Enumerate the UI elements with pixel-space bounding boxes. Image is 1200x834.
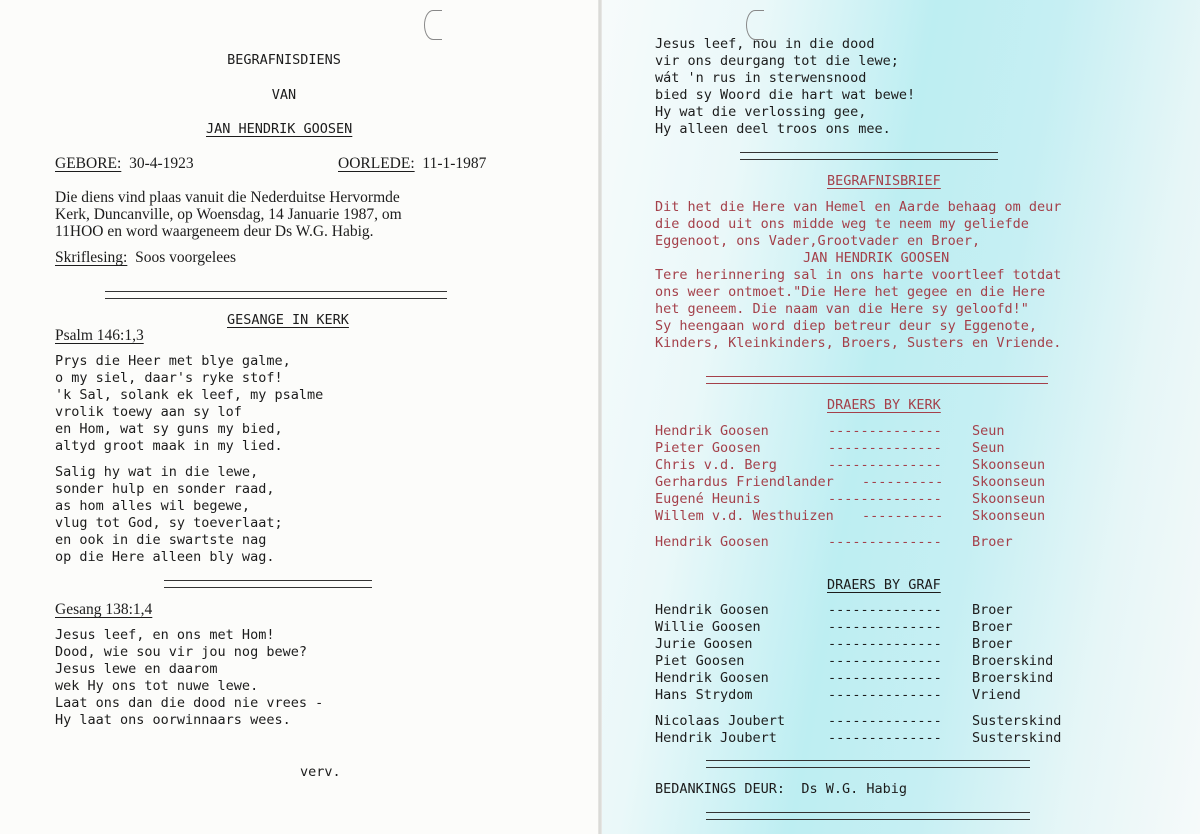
verse-line: en Hom, wat sy guns my bied, xyxy=(55,421,283,437)
divider xyxy=(740,152,998,160)
verse-line: bied sy Woord die hart wat bewe! xyxy=(655,87,916,103)
bearer-relation: Skoonseun xyxy=(972,457,1046,473)
verse-line: op die Here alleen bly wag. xyxy=(55,549,275,565)
letter-line: die dood uit ons midde weg te neem my geliefde xyxy=(655,216,1029,232)
bearer-relation: Broer xyxy=(972,636,1013,652)
verse-line: Hy wat die verlossing gee, xyxy=(655,104,867,120)
death-date: 11-1-1987 xyxy=(422,155,487,172)
bearer-relation: Seun xyxy=(972,423,1005,439)
bearer-name: Chris v.d. Berg xyxy=(655,457,777,473)
verse-line: wát 'n rus in sterwensnood xyxy=(655,70,867,86)
church-bearers-heading: DRAERS BY KERK xyxy=(827,397,941,413)
bearer-relation: Susterskind xyxy=(972,713,1062,729)
intro-line: Kerk, Duncanville, op Woensdag, 14 Januarie 1987, om xyxy=(55,206,402,223)
verse-line: o my siel, daar's ryke stof! xyxy=(55,370,283,386)
bearer-dash: -------------- xyxy=(828,619,942,635)
letter-heading: BEGRAFNISBRIEF xyxy=(827,173,941,189)
letter-line: Eggenoot, ons Vader,Grootvader en Broer, xyxy=(655,233,981,249)
verse-line: Jesus lewe en daarom xyxy=(55,661,218,677)
service-title: BEGRAFNISDIENS xyxy=(227,52,341,68)
bearer-relation: Skoonseun xyxy=(972,508,1046,524)
reading-label: Skriflesing: xyxy=(55,249,128,266)
bearer-name: Hendrik Goosen xyxy=(655,670,769,686)
birth-row xyxy=(55,155,194,172)
psalm-title: Psalm 146:1,3 xyxy=(55,327,144,344)
verse-line: vrolik toewy aan sy lof xyxy=(55,404,242,420)
bearer-dash: -------------- xyxy=(828,440,942,456)
verse-line: wek Hy ons tot nuwe lewe. xyxy=(55,678,259,694)
bearer-relation: Seun xyxy=(972,440,1005,456)
letter-name: JAN HENDRIK GOOSEN xyxy=(803,250,950,266)
bearer-name: Eugené Heunis xyxy=(655,491,761,507)
verse-line: Jesus leef, nou in die dood xyxy=(655,36,875,52)
divider xyxy=(706,376,1048,384)
bearer-dash: -------------- xyxy=(828,636,942,652)
bearer-relation: Skoonseun xyxy=(972,491,1046,507)
center-fold xyxy=(598,0,602,834)
bearer-name: Hendrik Goosen xyxy=(655,423,769,439)
bearer-relation: Broerskind xyxy=(972,670,1054,686)
bearer-dash: -------------- xyxy=(828,534,942,550)
gesang-title: Gesang 138:1,4 xyxy=(55,601,153,618)
deceased-name: JAN HENDRIK GOOSEN xyxy=(206,121,353,137)
verse-line: en ook in die swartste nag xyxy=(55,532,267,548)
bearer-relation: Broerskind xyxy=(972,653,1054,669)
verse-line: Jesus leef, en ons met Hom! xyxy=(55,627,275,643)
bearer-dash: -------------- xyxy=(828,670,942,686)
bearer-name: Gerhardus Friendlander xyxy=(655,474,834,490)
intro-line: 11HOO en word waargeneem deur Ds W.G. Habig. xyxy=(55,223,374,240)
bearer-relation: Skoonseun xyxy=(972,474,1046,490)
verse-line: Hy alleen deel troos ons mee. xyxy=(655,121,891,137)
letter-line: Tere herinnering sal in ons harte voortleef totdat xyxy=(655,267,1062,283)
thanks-row xyxy=(655,781,907,798)
bearer-name: Piet Goosen xyxy=(655,653,745,669)
letter-line: Kinders, Kleinkinders, Broers, Susters en Vriende. xyxy=(655,335,1062,351)
bearer-dash: -------------- xyxy=(828,730,942,746)
bearer-dash: -------------- xyxy=(828,687,942,703)
divider xyxy=(706,760,1030,768)
death-row xyxy=(338,155,486,172)
birth-date: 30-4-1923 xyxy=(129,155,194,172)
thanks-value: Ds W.G. Habig xyxy=(801,781,907,797)
bearer-dash: -------------- xyxy=(828,491,942,507)
bearer-name: Hendrik Joubert xyxy=(655,730,777,746)
bearer-dash: ---------- xyxy=(862,474,944,490)
verse-line: altyd groot maak in my lied. xyxy=(55,438,283,454)
letter-line: Sy heengaan word diep betreur deur sy Eggenote, xyxy=(655,318,1038,334)
bearer-relation: Susterskind xyxy=(972,730,1062,746)
continued-note: verv. xyxy=(300,764,341,780)
bearer-dash: -------------- xyxy=(828,653,942,669)
verse-line: Salig hy wat in die lewe, xyxy=(55,464,259,480)
letter-line: Dit het die Here van Hemel en Aarde behaag om deur xyxy=(655,199,1062,215)
bearer-name: Hans Strydom xyxy=(655,687,753,703)
bearer-dash: -------------- xyxy=(828,713,942,729)
bearer-name: Pieter Goosen xyxy=(655,440,761,456)
letter-line: het geneem. Die naam van die Here sy geloofd!" xyxy=(655,301,1029,317)
reading-value: Soos voorgelees xyxy=(135,249,236,266)
death-label: OORLEDE: xyxy=(338,155,415,172)
bearer-relation: Broer xyxy=(972,602,1013,618)
bearer-dash: -------------- xyxy=(828,423,942,439)
punch-hole-left xyxy=(424,10,442,40)
bearer-name: Hendrik Goosen xyxy=(655,602,769,618)
divider xyxy=(164,580,372,588)
hymns-heading: GESANGE IN KERK xyxy=(227,312,349,328)
bearer-dash: -------------- xyxy=(828,602,942,618)
bearer-name: Jurie Goosen xyxy=(655,636,753,652)
reading-row xyxy=(55,249,236,266)
letter-line: ons weer ontmoet."Die Here het gegee en die Here xyxy=(655,284,1046,300)
bearer-name: Nicolaas Joubert xyxy=(655,713,786,729)
bearer-name: Willem v.d. Westhuizen xyxy=(655,508,834,524)
bearer-dash: -------------- xyxy=(828,457,942,473)
verse-line: Hy laat ons oorwinnaars wees. xyxy=(55,712,291,728)
verse-line: Laat ons dan die dood nie vrees - xyxy=(55,695,324,711)
divider xyxy=(706,812,1030,820)
verse-line: Prys die Heer met blye galme, xyxy=(55,353,291,369)
van-label: VAN xyxy=(271,87,297,103)
bearer-relation: Broer xyxy=(972,534,1013,550)
grave-bearers-heading: DRAERS BY GRAF xyxy=(827,577,941,593)
bearer-relation: Vriend xyxy=(972,687,1021,703)
verse-line: sonder hulp en sonder raad, xyxy=(55,481,275,497)
intro-line: Die diens vind plaas vanuit die Nederduitse Hervormde xyxy=(55,189,400,206)
bearer-name: Willie Goosen xyxy=(655,619,761,635)
verse-line: 'k Sal, solank ek leef, my psalme xyxy=(55,387,324,403)
birth-label: GEBORE: xyxy=(55,155,122,172)
bearer-name: Hendrik Goosen xyxy=(655,534,769,550)
bearer-dash: ---------- xyxy=(862,508,944,524)
verse-line: vlug tot God, sy toeverlaat; xyxy=(55,515,283,531)
bearer-relation: Broer xyxy=(972,619,1013,635)
verse-line: as hom alles wil begewe, xyxy=(55,498,251,514)
divider xyxy=(105,291,447,299)
thanks-label: BEDANKINGS DEUR: xyxy=(655,781,786,797)
verse-line: vir ons deurgang tot die lewe; xyxy=(655,53,899,69)
verse-line: Dood, wie sou vir jou nog bewe? xyxy=(55,644,307,660)
